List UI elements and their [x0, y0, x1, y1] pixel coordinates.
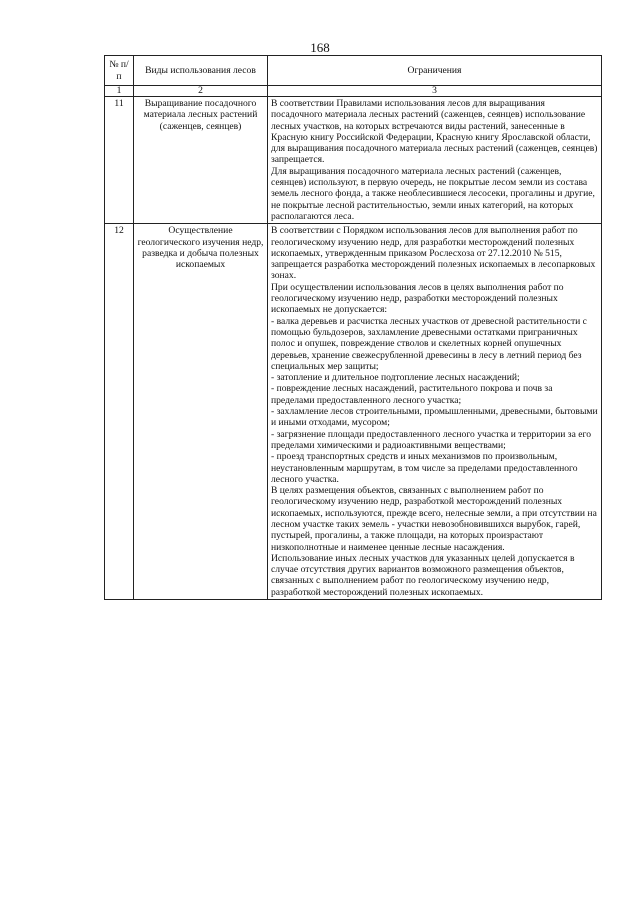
restriction-paragraph: В целях размещения объектов, связанных с выполнением работ по геологическому изучению недр, разработкой месторождений полезных ископаемых, используются, прежде всего, нелесные земли, а при отсутствии на лесном участке таких земель - участки невозобновившихся вырубок, гарей, пустырей, прогалины, а также площади, на которых произрастают низкополнотные и наименее ценные лесные насаждения.: [271, 485, 597, 553]
row-restrictions: [268, 224, 602, 600]
table-row: [105, 224, 602, 600]
row-number: 12: [105, 224, 134, 600]
header-num: № п/п: [105, 56, 134, 86]
restriction-paragraph: В соответствии Правилами использования лесов для выращивания посадочного материала лесных растений (саженцев, сеянцев) использование лесных участков, на которых встречаются виды растений, занесенные в Красную книгу Российской Федерации, Красную книгу Ярославской области, для выращивания посадочного материала лесных растений (саженцев, сеянцев) запрещается.: [271, 98, 598, 166]
row-use-type: Выращивание посадочного материала лесных растений (саженцев, сеянцев): [134, 97, 268, 224]
page-number: 168: [310, 40, 330, 55]
index-1: 1: [105, 86, 134, 97]
row-use-type: Осуществление геологического изучения недр, разведка и добыча полезных ископаемых: [134, 224, 268, 600]
row-number: 11: [105, 97, 134, 224]
restriction-item: - загрязнение площади предоставленного лесного участка и территории за его пределами химическими и радиоактивными веществами;: [271, 428, 591, 451]
table-index-row: [105, 86, 602, 97]
header-restrictions: Ограничения: [268, 56, 602, 86]
restriction-paragraph: При осуществлении использования лесов в целях выполнения работ по геологическому изучению недр, разработки месторождений полезных ископаемых не допускается:: [271, 281, 564, 316]
restriction-item: - захламление лесов строительными, промышленными, древесными, бытовыми и иными отходами, мусором;: [271, 406, 598, 429]
restriction-item: - затопление и длительное подтопление лесных насаждений;: [271, 372, 520, 384]
table-header-row: [105, 56, 602, 86]
restriction-paragraph: В соответствии с Порядком использования лесов для выполнения работ по геологическому изучению недр, для разработки месторождений полезных ископаемых, утвержденным приказом Рослесхоза от 27.12.2010 № 515, запрещается разработка месторождений полезных ископаемых в лесопарковых зонах.: [271, 225, 596, 282]
header-use: Виды использования лесов: [134, 56, 268, 86]
restriction-item: - валка деревьев и расчистка лесных участков от древесной растительности с помощью бульдозеров, захламление древесными остатками приграничных полос и опушек, повреждение стволов и скелетных корней опушечных деревьев, хранение свежесрубленной древесины в лесу в летний период без специальных мер защиты;: [271, 315, 587, 372]
restriction-paragraph: Для выращивания посадочного материала лесных растений (саженцев, сеянцев) используют, в первую очередь, не покрытые лесом земли из состава земель лесного фонда, а также необлесившиеся лесосеки, прогалины и другие, не покрытые лесной растительностью, земли иных категорий, на которых располагаются леса.: [271, 165, 595, 222]
restriction-paragraph: Использование иных лесных участков для указанных целей допускается в случае отсутствия других вариантов возможного размещения объектов, связанных с выполнением работ по геологическому изучению недр, разработкой месторождений полезных ископаемых.: [271, 552, 575, 598]
table-row: [105, 97, 602, 224]
restrictions-table: [104, 55, 602, 600]
restriction-item: - повреждение лесных насаждений, растительного покрова и почв за пределами предоставленного лесного участка;: [271, 383, 553, 406]
index-2: 2: [134, 86, 268, 97]
row-restrictions: [268, 97, 602, 224]
index-3: 3: [268, 86, 602, 97]
restriction-item: - проезд транспортных средств и иных механизмов по произвольным, неустановленным маршрутам, в том числе за пределами предоставленного лесного участка.: [271, 451, 578, 485]
